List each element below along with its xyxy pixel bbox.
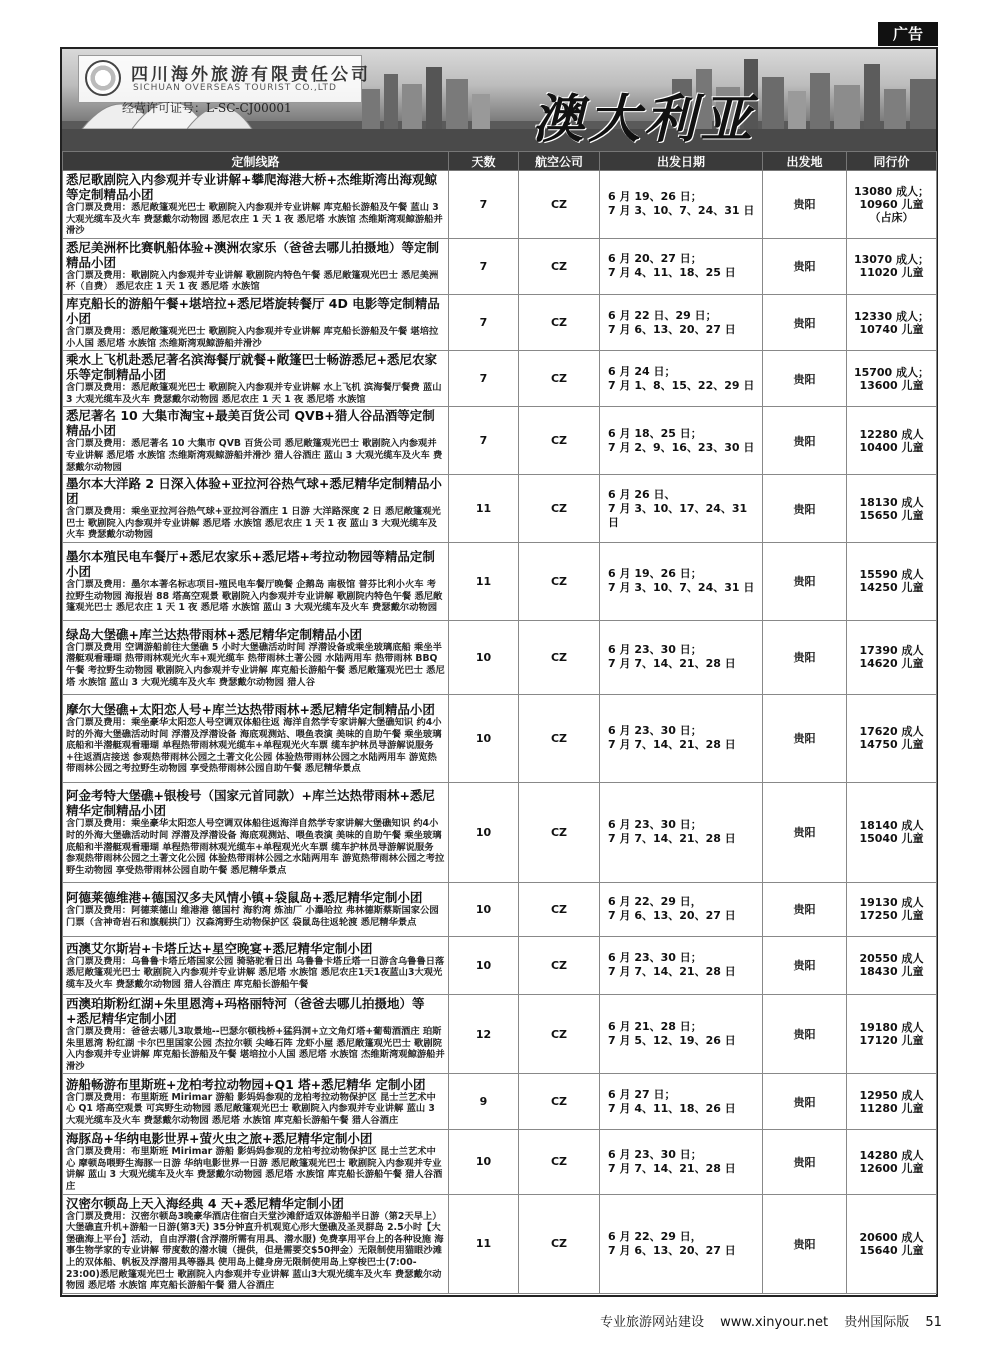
date-line: 6 月 19、26 日； <box>608 190 702 204</box>
tour-table <box>62 151 937 1294</box>
route-title: 西澳艾尔斯岩+卡塔丘达+星空晚宴+悉尼精华定制小团 <box>66 940 373 956</box>
dates-cell <box>600 407 763 475</box>
route-cell <box>63 694 449 782</box>
days-cell: 11 <box>449 542 519 620</box>
price-line: 13080 成人； <box>853 184 930 198</box>
dates-cell <box>600 882 763 936</box>
price-line: 13600 儿童 <box>859 378 924 392</box>
price-line: 20550 成人 <box>859 952 924 966</box>
date-line: 7 月 7、14、21、28 日 <box>608 738 736 752</box>
date-line: 6 月 23、30 日； <box>608 724 702 738</box>
date-line: 7 月 6、13、20、27 日 <box>608 1243 736 1257</box>
departure-cell: 贵阳 <box>763 171 847 239</box>
price-line: 17120 儿童 <box>859 1034 924 1048</box>
airline-cell: CZ <box>519 782 600 882</box>
days-cell: 7 <box>449 351 519 407</box>
price-line: 10960 儿童 <box>859 197 924 211</box>
route-cell <box>63 171 449 239</box>
company-emblem-icon <box>85 60 121 96</box>
date-line: 7 月 4、11、18、25 日 <box>608 266 736 280</box>
price-line: 18140 成人 <box>859 819 924 833</box>
days-cell: 12 <box>449 994 519 1073</box>
date-line: 6 月 27 日； <box>608 1087 676 1101</box>
airline-cell: CZ <box>519 1130 600 1194</box>
date-line: 7 月 4、11、18、26 日 <box>608 1101 736 1115</box>
price-cell <box>847 882 937 936</box>
date-line: 7 月 1、8、15、22、29 日 <box>608 378 755 392</box>
days-cell: 7 <box>449 407 519 475</box>
route-title: 乘水上飞机赴悉尼著名滨海餐厅就餐+敞篷巴士畅游悉尼+悉尼农家乐等定制精品小团 <box>66 352 437 383</box>
table-row <box>63 620 937 694</box>
route-description: 含门票及费用：歌剧院入内参观并专业讲解 歌剧院内特色午餐 悉尼敞篷观光巴士 悉尼美洲杯（自费） 悉尼农庄 1 天 1 夜 悉尼塔 水族馆 <box>66 269 439 293</box>
route-cell <box>63 782 449 882</box>
date-line: 7 月 7、14、21、28 日 <box>608 657 736 671</box>
price-line: 12280 成人 <box>859 427 924 441</box>
days-cell: 10 <box>449 882 519 936</box>
price-cell <box>847 1130 937 1194</box>
price-line: 10400 儿童 <box>859 440 924 454</box>
route-cell <box>63 620 449 694</box>
date-line: 6 月 22、29 日， <box>608 1229 702 1243</box>
route-description: 含门票及费用：悉尼敞篷观光巴士 歌剧院入内参观并专业讲解 水上飞机 滨海餐厅餐费 蓝山 3 大观光缆车及火车 费瑟戴尔动物园 悉尼农庄 1 天 1 夜 悉尼塔 水族馆 <box>66 382 442 405</box>
table-row <box>63 475 937 543</box>
days-cell: 10 <box>449 936 519 994</box>
departure-cell: 贵阳 <box>763 1130 847 1194</box>
departure-cell: 贵阳 <box>763 882 847 936</box>
dates-cell <box>600 1074 763 1130</box>
route-title: 摩尔大堡礁+太阳恋人号+库兰达热带雨林+悉尼精华定制精品小团 <box>66 701 435 717</box>
price-line: 18430 儿童 <box>859 965 924 979</box>
dates-cell <box>600 294 763 350</box>
route-cell <box>63 475 449 543</box>
header-dates: 出发日期 <box>600 152 763 171</box>
price-cell <box>847 351 937 407</box>
table-row <box>63 407 937 475</box>
license-number: 经营许可证号：L-SC-CJ00001 <box>122 101 292 115</box>
route-title: 西澳珀斯粉红湖+朱里恩湾+玛格丽特河（爸爸去哪儿拍摄地）等+悉尼精华定制小团 <box>66 995 425 1026</box>
dates-cell <box>600 694 763 782</box>
price-line: 10740 儿童 <box>859 322 924 336</box>
route-title: 墨尔本大洋路 2 日深入体验+亚拉河谷热气球+悉尼精华定制精品小团 <box>66 476 442 507</box>
date-line: 6 月 20、27 日； <box>608 252 702 266</box>
route-description: 含门票及费用：乘坐亚拉河谷热气球+亚拉河谷酒庄 1 日游 大洋路深度 2 日 悉尼敞篷观光巴士 歌剧院入内参观并专业讲解 悉尼塔 水族馆 悉尼农庄 1 天 1 夜 蓝山 3 大观光缆车及火车 费瑟戴尔动物园 <box>66 506 441 541</box>
dates-cell <box>600 542 763 620</box>
price-cell <box>847 994 937 1073</box>
route-cell <box>63 407 449 475</box>
date-line: 7 月 3、10、7、24、31 日 <box>608 204 755 218</box>
dates-cell <box>600 1130 763 1194</box>
departure-cell: 贵阳 <box>763 694 847 782</box>
route-title: 阿金考特大堡礁+银梭号（国家元首同款）+库兰达热带雨林+悉尼精华定制精品小团 <box>66 788 435 819</box>
departure-cell: 贵阳 <box>763 1074 847 1130</box>
date-line: 7 月 3、10、17、24、31 日 <box>608 501 748 529</box>
page-number: 51 <box>925 1315 942 1330</box>
price-line: 15700 成人； <box>853 365 930 379</box>
route-cell <box>63 882 449 936</box>
price-cell <box>847 936 937 994</box>
table-row <box>63 1130 937 1194</box>
date-line: 7 月 3、10、7、24、31 日 <box>608 581 755 595</box>
departure-cell: 贵阳 <box>763 407 847 475</box>
price-line: 17250 儿童 <box>859 909 924 923</box>
route-title: 海豚岛+华纳电影世界+萤火虫之旅+悉尼精华定制小团 <box>66 1131 373 1147</box>
days-cell: 11 <box>449 1194 519 1293</box>
airline-cell: CZ <box>519 1194 600 1293</box>
days-cell: 10 <box>449 782 519 882</box>
price-line: 15040 儿童 <box>859 832 924 846</box>
route-description: 含门票及费用：乘坐豪华太阳恋人号空调双体船往返海洋自然学专家讲解大堡礁知识 约4小时的外海大堡礁活动时间 浮潜及浮潜设备 海底观测站、喂鱼表演 美味的自助午餐 乘坐玻璃底船和半潜艇观看珊瑚 单程热带雨林观光缆车+单程观光火车票 缆车护林员导游解说服务 参观热带雨林公园之土著文化公园 体验热带雨林公园之水陆两用车 游览热带雨林公园之考拉野生动物园 享受热带雨林公园自助午餐 悉尼精华景点 <box>66 818 445 876</box>
table-row <box>63 542 937 620</box>
dates-cell <box>600 936 763 994</box>
price-cell <box>847 475 937 543</box>
company-logo-panel <box>78 55 371 103</box>
banner <box>62 49 936 151</box>
header-route: 定制线路 <box>63 152 449 171</box>
dates-cell <box>600 782 763 882</box>
footer-edition: 贵州国际版 <box>844 1315 910 1330</box>
airline-cell: CZ <box>519 1074 600 1130</box>
route-description: 含门票及费用：阿德莱德山 维港港 德国村 海豹湾 炼油厂 小瀑哈拉 弗林德斯蔡斯国家公园门票（含神奇岩石和旗舰拱门）汉森湾野生动物保护区 袋鼠岛往返轮渡 悉尼精华景点 <box>66 905 439 928</box>
route-description: 含门票及费用：汉密尔顿岛3晚豪华酒店住宿白天堂沙滩舒适双体游船半日游（第2天早上）大堡礁直升机+游船一日游(第3天) 35分钟直升机观览心形大堡礁及圣灵群岛 2.5小时【大堡礁海上平台】活动，自由浮潜(含浮潜所需有用具、潜水服) 免费享用平台上的各种设施 海事生物学家的专业讲解 带度数的潜水镜（提供，但是需要交$50押金）无限制使用猫眼沙滩上的双体船、帆板及浮潜用具等器具 使用岛上健身房无限制使用岛上穿梭巴士(7:00-23:00)悉尼敞篷观光巴士 歌剧院入内参观并专业讲解 蓝山3大观光缆车及火车 费瑟戴尔动物园 悉尼塔 水族馆 库克船长游船午餐 猎人谷酒庄 <box>66 1210 444 1292</box>
airline-cell: CZ <box>519 936 600 994</box>
route-title: 悉尼著名 10 大集市淘宝+最美百货公司 QVB+猎人谷品酒等定制精品小团 <box>66 408 435 439</box>
route-cell <box>63 1130 449 1194</box>
route-title: 绿岛大堡礁+库兰达热带雨林+悉尼精华定制精品小团 <box>66 626 362 642</box>
route-cell <box>63 294 449 350</box>
price-line: 13070 成人； <box>853 253 930 267</box>
company-name-cn: 四川海外旅游有限责任公司 <box>131 65 371 85</box>
date-line: 7 月 6、13、20、27 日 <box>608 322 736 336</box>
route-description: 含门票及费用：悉尼敞篷观光巴士 歌剧院入内参观并专业讲解 库克船长游船及午餐 堪培拉小人国 悉尼塔 水族馆 杰维斯湾观鲸游船并滑沙 <box>66 325 439 349</box>
table-row <box>63 1074 937 1130</box>
header-departure: 出发地 <box>763 152 847 171</box>
departure-cell: 贵阳 <box>763 994 847 1073</box>
airline-cell: CZ <box>519 351 600 407</box>
route-title: 悉尼歌剧院入内参观并专业讲解+攀爬海港大桥+杰维斯湾出海观鲸等定制精品小团 <box>66 172 437 202</box>
table-row <box>63 238 937 294</box>
price-line: 15590 成人 <box>859 568 924 582</box>
route-cell <box>63 1074 449 1130</box>
ad-label: 广告 <box>878 22 938 46</box>
table-row <box>63 994 937 1073</box>
route-description: 含门票及费用：爸爸去哪儿3取景地--巴瑟尔顿栈桥+猛犸洞+立文角灯塔+葡萄酒酒庄 珀斯 朱里恩湾 粉红湖 卡尔巴里国家公园 杰拉尔顿 尖峰石阵 龙虾小屋 悉尼敞篷观光巴士 歌剧院入内参观并专业讲解 库克船长游船及午餐 堪培拉小人国 悉尼塔 水族馆 杰维斯湾观鲸游船并滑沙 <box>66 1025 445 1072</box>
table-row <box>63 1194 937 1293</box>
table-header-row <box>63 152 937 171</box>
departure-cell: 贵阳 <box>763 294 847 350</box>
airline-cell: CZ <box>519 542 600 620</box>
route-description: 含门票及费用：悉尼著名 10 大集市 QVB 百货公司 悉尼敞篷观光巴士 歌剧院入内参观并专业讲解 悉尼塔 水族馆 杰维斯湾观鲸游船并滑沙 猎人谷酒庄 蓝山 3 大观光缆车及火车 费瑟戴尔动物园 <box>66 438 443 473</box>
table-row <box>63 294 937 350</box>
route-description: 含门票及费用：乌鲁鲁卡塔丘塔国家公园 骑骆驼看日出 乌鲁鲁卡塔丘塔一日游含乌鲁鲁日落 悉尼敞篷观光巴士 歌剧院入内参观并专业讲解 悉尼塔 水族馆 悉尼农庄1天1夜蓝山3大观光缆车及火车 费瑟戴尔动物园 猎人谷酒庄 库克船长游船午餐 <box>66 955 445 990</box>
date-line: 6 月 23、30 日； <box>608 1147 702 1161</box>
table-row <box>63 351 937 407</box>
route-cell <box>63 1194 449 1293</box>
price-line: 12330 成人； <box>853 309 930 323</box>
airline-cell: CZ <box>519 694 600 782</box>
date-line: 6 月 23、30 日； <box>608 951 702 965</box>
price-line: 15640 儿童 <box>859 1243 924 1257</box>
table-row <box>63 782 937 882</box>
dates-cell <box>600 1194 763 1293</box>
price-line: 14280 成人 <box>859 1148 924 1162</box>
date-line: 7 月 7、14、21、28 日 <box>608 832 736 846</box>
days-cell: 7 <box>449 294 519 350</box>
price-cell <box>847 294 937 350</box>
departure-cell: 贵阳 <box>763 782 847 882</box>
date-line: 6 月 19、26 日； <box>608 567 702 581</box>
price-cell <box>847 407 937 475</box>
dates-cell <box>600 475 763 543</box>
table-row <box>63 882 937 936</box>
airline-cell: CZ <box>519 294 600 350</box>
price-line: 15650 儿童 <box>859 508 924 522</box>
route-cell <box>63 542 449 620</box>
dates-cell <box>600 171 763 239</box>
route-cell <box>63 351 449 407</box>
airline-cell: CZ <box>519 882 600 936</box>
date-line: 6 月 23、30 日； <box>608 643 702 657</box>
price-line: 14250 儿童 <box>859 581 924 595</box>
date-line: 6 月 26 日、 <box>608 487 676 501</box>
route-cell <box>63 936 449 994</box>
header-airline: 航空公司 <box>519 152 600 171</box>
route-cell <box>63 994 449 1073</box>
date-line: 7 月 7、14、21、28 日 <box>608 1161 736 1175</box>
route-description: 含门票及费用：悉尼敞篷观光巴士 歌剧院入内参观并专业讲解 库克船长游船及午餐 蓝山 3 大观光缆车及火车 费瑟戴尔动物园 悉尼农庄 1 天 1 夜 悉尼塔 水族馆 杰维斯湾观鲸游船并滑沙 <box>66 202 443 237</box>
airline-cell: CZ <box>519 171 600 239</box>
route-description: 含门票及费用：乘坐豪华太阳恋人号空调双体船往返 海洋自然学专家讲解大堡礁知识 约4小时的外海大堡礁活动时间 浮潜及浮潜设备 海底观测站、喂鱼表演 美味的自助午餐 乘坐玻璃底船和半潜艇观看珊瑚 单程热带雨林观光缆车+单程观光火车票 缆车护林员导游解说服务+往返酒店接送 参观热带雨林公园之土著文化公园 体验热带雨林公园之水陆两用车 游览热带雨林公园之考拉野生动物园 享受热带雨林公园自助午餐 悉尼精华景点 <box>66 716 442 775</box>
table-row <box>63 171 937 239</box>
date-line: 6 月 23、30 日； <box>608 818 702 832</box>
price-line: 11280 儿童 <box>859 1101 924 1115</box>
price-cell <box>847 620 937 694</box>
dates-cell <box>600 351 763 407</box>
price-cell <box>847 542 937 620</box>
route-description: 含门票及费用：布里斯班 Mirimar 游船 影妈妈参观的龙柏考拉动物保护区 昆士兰艺术中心 摩顿岛喂野生海豚一日游 华纳电影世界一日游 悉尼敞篷观光巴士 歌剧院入内参观并专业讲解 蓝山 3 大观光缆车及火车 费瑟戴尔动物园 悉尼塔 水族馆 库克船长游船午餐 猎人谷酒庄 <box>66 1146 443 1193</box>
days-cell: 11 <box>449 475 519 543</box>
route-title: 游船畅游布里斯班+龙柏考拉动物园+Q1 塔+悉尼精华 定制小团 <box>66 1076 426 1092</box>
price-line: 12950 成人 <box>859 1088 924 1102</box>
price-line: 14750 儿童 <box>859 738 924 752</box>
header-days: 天数 <box>449 152 519 171</box>
price-cell <box>847 782 937 882</box>
dates-cell <box>600 238 763 294</box>
departure-cell: 贵阳 <box>763 1194 847 1293</box>
price-cell <box>847 1074 937 1130</box>
footer-tagline: 专业旅游网站建设 <box>600 1315 705 1330</box>
price-line: （占床） <box>869 210 914 224</box>
header-price: 同行价 <box>847 152 937 171</box>
airline-cell: CZ <box>519 238 600 294</box>
route-title: 墨尔本殖民电车餐厅+悉尼农家乐+悉尼塔+考拉动物园等精品定制小团 <box>66 549 435 580</box>
departure-cell: 贵阳 <box>763 475 847 543</box>
price-cell <box>847 171 937 239</box>
route-description: 含门票及费用 空调游船前往大堡礁 5 小时大堡礁活动时间 浮潜设备或乘坐玻璃底船 乘坐半潜艇观看珊瑚 热带雨林观光火车+观光缆车 热带雨林土著公园 水陆两用车 热带雨林 BBQ 午餐 考拉野生动物园 歌剧院入内参观并专业讲解 库克船长游船午餐 悉尼敞篷观光巴士 悉尼塔 水族馆 蓝山 3 大观光缆车及火车 费瑟戴尔动物园 猎人谷 <box>66 641 445 688</box>
airline-cell: CZ <box>519 620 600 694</box>
days-cell: 10 <box>449 1130 519 1194</box>
date-line: 6 月 22 日、29 日； <box>608 308 717 322</box>
price-cell <box>847 1194 937 1293</box>
route-description: 含门票及费用：布里斯班 Mirimar 游船 影妈妈参观的龙柏考拉动物保护区 昆士兰艺术中心 Q1 塔高空观景 可宾野生动物园 悉尼敞篷观光巴士 歌剧院入内参观并专业讲解 蓝山 3 大观光缆车及火车 费瑟戴尔动物园 悉尼塔 水族馆 库克船长游船午餐 猎人谷酒庄 <box>66 1091 436 1127</box>
route-title: 汉密尔顿岛上天入海经典 4 天+悉尼精华定制小团 <box>66 1195 344 1211</box>
departure-cell: 贵阳 <box>763 936 847 994</box>
dates-cell <box>600 994 763 1073</box>
price-line: 14620 儿童 <box>859 657 924 671</box>
price-line: 12600 儿童 <box>859 1161 924 1175</box>
departure-cell: 贵阳 <box>763 542 847 620</box>
date-line: 7 月 5、12、19、26 日 <box>608 1034 736 1048</box>
price-line: 19130 成人 <box>859 896 924 910</box>
price-line: 18130 成人 <box>859 495 924 509</box>
airline-cell: CZ <box>519 407 600 475</box>
departure-cell: 贵阳 <box>763 238 847 294</box>
days-cell: 10 <box>449 694 519 782</box>
days-cell: 10 <box>449 620 519 694</box>
price-line: 17390 成人 <box>859 644 924 658</box>
date-line: 7 月 7、14、21、28 日 <box>608 965 736 979</box>
price-line: 20600 成人 <box>859 1230 924 1244</box>
days-cell: 7 <box>449 171 519 239</box>
date-line: 7 月 2、9、16、23、30 日 <box>608 440 755 454</box>
banner-title: 澳大利亚 <box>532 89 757 150</box>
departure-cell: 贵阳 <box>763 620 847 694</box>
route-title: 库克船长的游船午餐+堪培拉+悉尼塔旋转餐厅 4D 电影等定制精品小团 <box>66 295 440 326</box>
price-line: 17620 成人 <box>859 725 924 739</box>
price-cell <box>847 238 937 294</box>
route-title: 阿德莱德维港+德国汉多夫风情小镇+袋鼠岛+悉尼精华定制小团 <box>66 890 423 906</box>
table-row <box>63 694 937 782</box>
date-line: 7 月 6、13、20、27 日 <box>608 909 736 923</box>
table-body <box>63 171 937 1294</box>
date-line: 6 月 22、29 日， <box>608 895 702 909</box>
date-line: 6 月 21、28 日； <box>608 1020 702 1034</box>
price-cell <box>847 694 937 782</box>
departure-cell: 贵阳 <box>763 351 847 407</box>
table-row <box>63 936 937 994</box>
days-cell: 9 <box>449 1074 519 1130</box>
dates-cell <box>600 620 763 694</box>
company-name-en: SICHUAN OVERSEAS TOURIST CO.,LTD <box>133 83 337 93</box>
page-footer <box>600 1311 954 1330</box>
route-title: 悉尼美洲杯比赛帆船体验+澳洲农家乐（爸爸去哪儿拍摄地）等定制精品小团 <box>66 239 439 270</box>
date-line: 6 月 18、25 日； <box>608 426 702 440</box>
date-line: 6 月 24 日； <box>608 364 676 378</box>
price-line: 11020 儿童 <box>859 266 924 280</box>
airline-cell: CZ <box>519 994 600 1073</box>
route-description: 含门票及费用：墨尔本著名标志项目-殖民电车餐厅晚餐 企鹅岛 南极馆 普芬比利小火车 考拉野生动物园 海报岩 88 塔高空观景 歌剧院入内参观并专业讲解 歌剧院内特色午餐 悉尼敞篷观光巴士 悉尼农庄 1 天 1 夜 悉尼塔 水族馆 蓝山 3 大观光缆车及火车 费瑟戴尔动物园 <box>66 579 443 614</box>
route-cell <box>63 238 449 294</box>
airline-cell: CZ <box>519 475 600 543</box>
days-cell: 7 <box>449 238 519 294</box>
footer-website: www.xinyour.net <box>720 1315 829 1330</box>
price-line: 19180 成人 <box>859 1021 924 1035</box>
